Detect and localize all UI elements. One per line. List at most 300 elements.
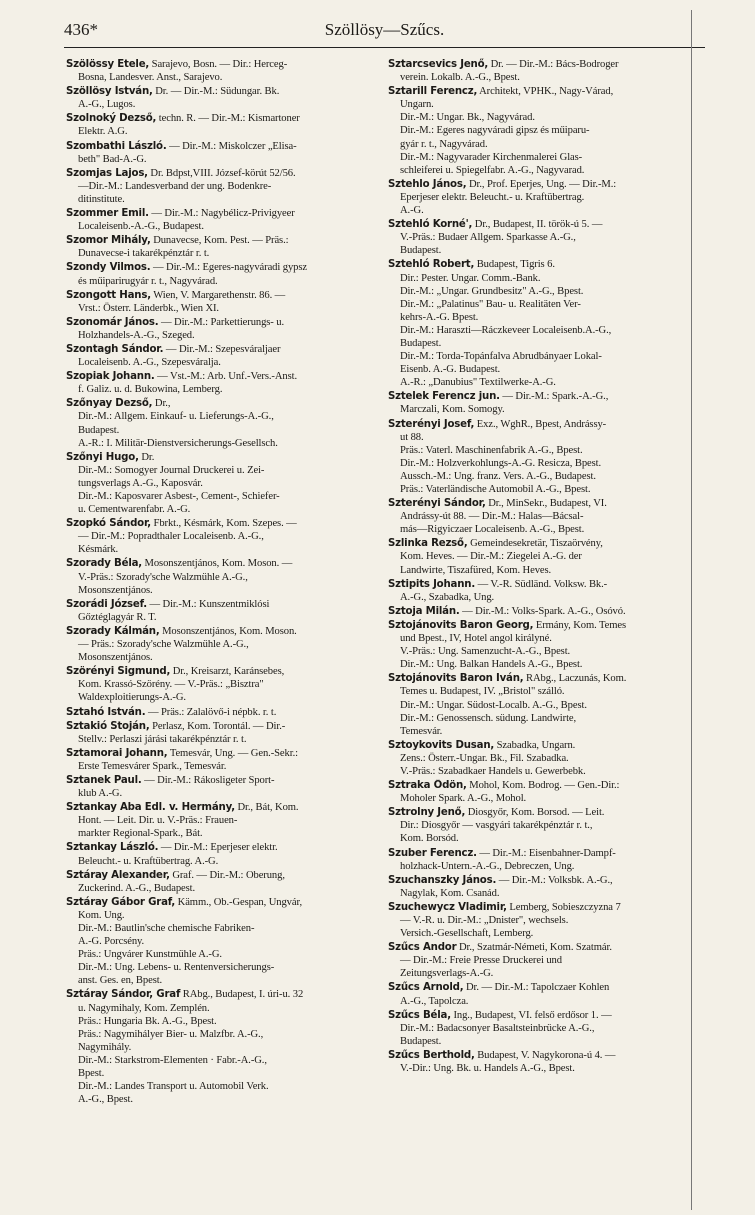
entry-continuation-line	[66, 193, 371, 206]
entry-continuation-line	[66, 961, 371, 974]
entry-text: Stellv.: Perlaszi járási takarékpénztár r. t.	[78, 733, 247, 745]
entry-continuation-line	[388, 164, 695, 177]
entry-first-line	[66, 140, 371, 153]
directory-entry	[66, 747, 371, 773]
entry-first-line	[66, 517, 371, 530]
entry-name: Sztraka Ödön,	[388, 780, 467, 792]
directory-entry	[388, 578, 695, 604]
directory-entry	[66, 234, 371, 260]
directory-entry	[388, 58, 695, 84]
entry-continuation-line	[66, 1015, 371, 1028]
directory-entry	[388, 178, 695, 217]
entry-first-line	[66, 774, 371, 787]
entry-first-line	[66, 869, 371, 882]
entry-continuation-line	[388, 887, 695, 900]
entry-first-line	[66, 58, 371, 71]
entry-name: Szorádi József.	[66, 598, 147, 610]
entry-text: Elektr. A.G.	[78, 126, 128, 138]
entry-text: klub A.-G.	[78, 788, 123, 800]
entry-text: Budapest.	[400, 1035, 442, 1047]
entry-name: Sztamorai Johann,	[66, 747, 168, 759]
entry-continuation-line	[388, 151, 695, 164]
directory-entry	[388, 85, 695, 177]
directory-entry	[388, 537, 695, 576]
entry-continuation-line	[388, 376, 695, 389]
entry-text: — Präs.: Szorady'sche Walzmühle A.-G.,	[78, 639, 249, 651]
directory-entry	[388, 218, 695, 257]
entry-first-line	[66, 747, 371, 760]
entry-text: Dr. Bdpst,VIII. József-körút 52/56.	[150, 167, 296, 179]
entry-text: Dir.-M.: Ungar. Bk., Nagyvárad.	[400, 112, 535, 124]
entry-name: Szterényi Josef,	[388, 418, 475, 430]
page-header	[64, 20, 705, 46]
entry-continuation-line	[66, 974, 371, 987]
entry-first-line	[388, 178, 695, 191]
entry-first-line	[388, 578, 695, 591]
directory-entry	[66, 706, 371, 719]
entry-text: Dir.-M.: Genossensch. südung. Landwirte,	[400, 712, 577, 724]
entry-text: Dir.-M.: Ungar. Südost-Localb. A.-G., Bpest.	[400, 699, 587, 711]
entry-continuation-line	[66, 180, 371, 193]
entry-text: Dr., Budapest, II. török-ú 5. —	[474, 219, 603, 231]
entry-text: u. Nagymihaly, Kom. Zemplén.	[78, 1002, 210, 1014]
directory-entry	[66, 316, 371, 342]
entry-text: Bpest.	[78, 1068, 105, 1080]
entry-first-line	[388, 941, 695, 954]
entry-name: Szontagh Sándor.	[66, 343, 164, 355]
entry-continuation-line	[66, 383, 371, 396]
page-number: 436*	[64, 20, 98, 39]
entry-name: Sztojánovits Baron Georg,	[388, 619, 534, 631]
entry-first-line	[388, 1009, 695, 1022]
entry-text: Késmárk.	[78, 544, 119, 556]
entry-text: Präs.: Vaterländische Automobil A.-G., Bpest.	[400, 484, 591, 495]
entry-continuation-line	[388, 510, 695, 523]
entry-first-line	[66, 988, 371, 1001]
entry-continuation-line	[388, 363, 695, 376]
entry-continuation-line	[66, 1067, 371, 1080]
entry-first-line	[66, 598, 371, 611]
entry-text: Gőztéglagyár R. T.	[78, 611, 157, 623]
entry-text: Nagylak, Kom. Csanád.	[400, 887, 500, 899]
directory-entry	[66, 85, 371, 111]
entry-name: Szongott Hans,	[66, 289, 151, 301]
entry-continuation-line	[66, 584, 371, 597]
directory-entry	[388, 672, 695, 737]
entry-continuation-line	[388, 431, 695, 444]
entry-text: Eperjeser elektr. Beleucht.- u. Kraftübertrag.	[400, 191, 585, 203]
directory-entry	[388, 605, 695, 618]
entry-continuation-line	[388, 832, 695, 845]
entry-name: Szűcs Andor	[388, 942, 457, 954]
directory-entry	[66, 774, 371, 800]
entry-text: A.-G.	[400, 205, 424, 217]
directory-entry	[388, 619, 695, 671]
entry-text: u. Cementwarenfabr. A.-G.	[78, 504, 191, 516]
entry-first-line	[388, 874, 695, 887]
entry-text: Dr., Prof. Eperjes, Ung. — Dir.-M.:	[468, 178, 617, 190]
entry-text: f. Galiz. u. d. Bukowina, Lemberg.	[78, 384, 223, 396]
entry-text: V.-Präs.: Szorady'sche Walzmühle A.-G.,	[78, 571, 248, 583]
entry-text: ditinstitute.	[78, 193, 125, 205]
entry-continuation-line	[66, 909, 371, 922]
entry-name: Szopkó Sándor,	[66, 518, 151, 530]
entry-text: Dr., Kreisarzt, Karánsebes,	[172, 666, 285, 678]
entry-continuation-line	[66, 691, 371, 704]
entry-text: Kom. Krassó-Szörény. — V.-Präs.: „Bisztra"	[78, 679, 264, 691]
entry-name: Sztakió Stoján,	[66, 720, 150, 732]
entry-name: Sztarcsevics Jenő,	[388, 59, 489, 70]
entry-text: Mosonszentjános.	[78, 584, 153, 596]
entry-continuation-line	[66, 1080, 371, 1093]
entry-name: Szondy Vilmos.	[66, 262, 151, 274]
directory-entry	[388, 847, 695, 873]
entry-text: V.-Präs.: Szabadkaer Handels u. Gewerbebk.	[400, 765, 586, 777]
page-title: Szöllösy—Szűcs.	[324, 20, 445, 39]
entry-text: Dir.-M.: Landes Transport u. Automobil Verk.	[78, 1081, 269, 1093]
entry-continuation-line	[66, 922, 371, 935]
entry-text: A.-R.: I. Militär-Dienstversicherungs-Gesellsch.	[78, 437, 278, 449]
entry-text: Dr., Bát, Kom.	[237, 802, 299, 814]
entry-continuation-line	[66, 329, 371, 342]
entry-continuation-line	[66, 638, 371, 651]
entry-text: Holzhandels-A.-G., Szeged.	[78, 329, 195, 341]
directory-entry	[66, 343, 371, 369]
directory-entry	[66, 58, 371, 84]
directory-entry	[388, 1049, 695, 1075]
entry-text: — Dir.-M.: Volks-Spark. A.-G., Osóvó.	[462, 605, 626, 617]
entry-first-line	[66, 706, 371, 719]
entry-name: Sztáray Gábor Graf,	[66, 896, 176, 908]
entry-first-line	[66, 801, 371, 814]
entry-name: Szomor Mihály,	[66, 235, 151, 247]
entry-text: Zuckerind. A.-G., Budapest.	[78, 882, 196, 894]
directory-entry	[388, 806, 695, 845]
entry-text: — V.-R. u. Dir.-M.: „Dnister", wechsels.	[400, 915, 569, 926]
entry-text: Eisenb. A.-G. Budapest.	[400, 364, 501, 376]
entry-text: — Präs.: Zalalövő-i népbk. r. t.	[147, 706, 277, 718]
entry-continuation-line	[388, 752, 695, 765]
entry-text: Dir.-M.: Nagyvarader Kirchenmalerei Glas-	[400, 151, 583, 163]
directory-entry	[388, 390, 695, 416]
entry-first-line	[388, 85, 695, 98]
entry-continuation-line	[388, 564, 695, 577]
entry-text: A.-G., Lugos.	[78, 99, 136, 111]
entry-text: Dunavecse, Kom. Pest. — Präs.:	[153, 235, 289, 247]
entry-text: V.-Präs.: Ung. Samenzucht-A.-G., Bpest.	[400, 646, 571, 658]
directory-entry	[66, 207, 371, 233]
entry-text: Moholer Spark. A.-G., Mohol.	[400, 793, 527, 805]
entry-text: Dr.	[141, 451, 155, 463]
entry-text: — Dir.-M.: Kunszentmiklósi	[149, 598, 270, 610]
directory-entry	[388, 739, 695, 778]
entry-name: Sztanek Paul.	[66, 774, 142, 786]
entry-continuation-line	[388, 403, 695, 416]
entry-text: Budapest.	[78, 424, 120, 436]
entry-text: Zens.: Österr.-Ungar. Bk., Fil. Szabadka.	[400, 752, 569, 764]
directory-entry	[388, 418, 695, 497]
entry-first-line	[66, 397, 371, 410]
entry-first-line	[66, 625, 371, 638]
entry-text: Dr. — Dir.-M.: Tapolczaer Kohlen	[465, 982, 610, 994]
entry-text: Erste Temesvárer Spark., Temesvár.	[78, 760, 227, 772]
entry-name: Szűcs Béla,	[388, 1009, 451, 1021]
entry-continuation-line	[66, 410, 371, 423]
entry-text: RAbg., Budapest, I. úri-u. 32	[182, 989, 304, 1001]
entry-first-line	[66, 234, 371, 247]
directory-entry	[388, 1009, 695, 1048]
entry-text: Sarajevo, Bosn. — Dir.: Herceg-	[151, 59, 288, 70]
entry-first-line	[388, 981, 695, 994]
entry-text: Dir.-M.: Starkstrom-Elementen · Fabr.-A.-G.,	[78, 1054, 267, 1066]
entry-continuation-line	[388, 444, 695, 457]
entry-text: Temesvár.	[400, 725, 443, 737]
entry-text: Dr.,	[154, 398, 171, 410]
entry-text: Dr. — Dir.-M.: Bács-Bodroger	[490, 59, 619, 70]
directory-entry	[388, 901, 695, 940]
entry-name: Sztahó István.	[66, 706, 146, 718]
entry-continuation-line	[388, 523, 695, 536]
entry-text: RAbg., Laczunás, Kom.	[526, 673, 627, 685]
entry-text: Andrássy-út 88. — Dir.-M.: Halas—Bácsal-	[400, 511, 584, 523]
entry-first-line	[388, 672, 695, 685]
entry-continuation-line	[66, 275, 371, 288]
entry-text: Dir.: Pester. Ungar. Comm.-Bank.	[400, 272, 541, 284]
entry-text: Waldexploitierungs-A.-G.	[78, 692, 186, 704]
entry-first-line	[66, 289, 371, 302]
entry-name: Szorady Béla,	[66, 558, 142, 570]
entry-first-line	[66, 370, 371, 383]
entry-name: Sztehló Korné',	[388, 219, 473, 231]
entry-text: beth" Bad-A.-G.	[78, 153, 147, 165]
entry-continuation-line	[66, 98, 371, 111]
entry-continuation-line	[388, 470, 695, 483]
entry-continuation-line	[388, 860, 695, 873]
entry-text: — Dir.-M.: Rákosligeter Sport-	[144, 774, 275, 786]
entry-text: und Bpest., IV, Hotel angol királyné.	[400, 633, 552, 645]
entry-text: Beleucht.- u. Kraftübertrag. A.-G.	[78, 855, 219, 867]
entry-name: Sztarill Ferencz,	[388, 86, 478, 98]
entry-continuation-line	[66, 530, 371, 543]
entry-text: Fbrkt., Késmárk, Kom. Szepes. —	[153, 518, 297, 530]
right-column	[388, 58, 695, 1198]
entry-continuation-line	[66, 543, 371, 556]
entry-text: Budapest, Tigris 6.	[476, 259, 555, 271]
entry-name: Sztankay László.	[66, 842, 159, 854]
entry-text: — V.-R. Südländ. Volksw. Bk.-	[477, 578, 608, 590]
entry-continuation-line	[66, 464, 371, 477]
entry-continuation-line	[66, 247, 371, 260]
entry-text: Dir.-M.: Bautlin'sche chemische Fabriken-	[78, 923, 255, 934]
entry-text: Exz., WghR., Bpest, Andrássy-	[476, 418, 607, 430]
entry-continuation-line	[66, 1054, 371, 1067]
entry-text: tungsverlags A.-G., Kaposvár.	[78, 477, 203, 489]
entry-continuation-line	[388, 244, 695, 257]
entry-name: Szűcs Arnold,	[388, 982, 464, 994]
entry-first-line	[388, 418, 695, 431]
entry-text: Hont. — Leit. Dir. u. V.-Präs.: Frauen-	[78, 815, 238, 827]
entry-continuation-line	[388, 1022, 695, 1035]
entry-text: Kom. Borsód.	[400, 833, 459, 845]
entry-text: Budapest.	[400, 337, 442, 349]
entry-text: Dir.: Diosgyőr — vasgyári takarékpénztár r. t.,	[400, 820, 593, 832]
entry-text: gyár r. t., Nagyvárad.	[400, 138, 488, 150]
entry-continuation-line	[66, 125, 371, 138]
entry-text: Präs.: Hungaria Bk. A.-G., Bpest.	[78, 1015, 217, 1027]
entry-continuation-line	[388, 954, 695, 967]
entry-first-line	[66, 557, 371, 570]
directory-entry	[66, 896, 371, 988]
entry-continuation-line	[388, 285, 695, 298]
directory-entry	[66, 261, 371, 287]
entry-text: Graf. — Dir.-M.: Oberung,	[172, 869, 285, 881]
entry-text: — Dir.-M.: Volksbk. A.-G.,	[498, 874, 613, 886]
entry-first-line	[66, 896, 371, 909]
entry-first-line	[66, 112, 371, 125]
entry-continuation-line	[66, 651, 371, 664]
entry-first-line	[66, 343, 371, 356]
entry-name: Szomjas Lajos,	[66, 167, 148, 179]
entry-text: Nagymihály.	[78, 1041, 132, 1053]
entry-name: Szterényi Sándor,	[388, 498, 486, 510]
entry-text: Dir.-M.: Haraszti—Ráczkeveer Localeisenb.A.-G.,	[400, 324, 612, 336]
directory-entry	[66, 801, 371, 840]
entry-first-line	[66, 720, 371, 733]
entry-text: — Dir.-M.: Spark.-A.-G.,	[502, 391, 609, 403]
directory-entry	[66, 598, 371, 624]
directory-entry	[66, 869, 371, 895]
entry-text: Diosgyőr, Kom. Borsod. — Leit.	[467, 807, 605, 819]
entry-text: — Dir.-M.: Eperjeser elektr.	[160, 842, 278, 854]
entry-continuation-line	[388, 337, 695, 350]
entry-continuation-line	[66, 220, 371, 233]
entry-continuation-line	[388, 967, 695, 980]
entry-continuation-line	[388, 632, 695, 645]
entry-continuation-line	[388, 658, 695, 671]
entry-first-line	[388, 58, 695, 71]
entry-continuation-line	[66, 678, 371, 691]
entry-continuation-line	[66, 948, 371, 961]
entry-name: Szőnyi Hugo,	[66, 451, 139, 463]
entry-text: Präs.: Vaterl. Maschinenfabrik A.-G., Bpest.	[400, 444, 583, 456]
entry-continuation-line	[388, 699, 695, 712]
directory-entry	[66, 625, 371, 664]
entry-text: Vrst.: Österr. Länderbk., Wien XI.	[78, 302, 219, 314]
entry-continuation-line	[388, 927, 695, 940]
entry-name: Szommer Emil.	[66, 208, 149, 220]
directory-entry	[66, 557, 371, 596]
entry-text: — Dir.-M.: Popradthaler Localeisenb. A.-G.,	[78, 531, 264, 543]
entry-text: Marczali, Kom. Somogy.	[400, 404, 505, 416]
entry-continuation-line	[388, 483, 695, 496]
entry-text: — Dir.-M.: Eisenbahner-Dampf-	[479, 847, 616, 859]
entry-name: Sztipits Johann.	[388, 578, 475, 590]
entry-text: Budapest, V. Nagykorona-ú 4. —	[477, 1049, 616, 1061]
entry-name: Szolnoký Dezső,	[66, 113, 157, 125]
entry-name: Sztoja Milán.	[388, 605, 460, 617]
entry-text: anst. Ges. en, Bpest.	[78, 975, 163, 987]
entry-first-line	[388, 390, 695, 403]
directory-entry	[66, 720, 371, 746]
entry-continuation-line	[66, 787, 371, 800]
entry-text: A.-G., Bpest.	[78, 1094, 133, 1106]
entry-continuation-line	[388, 124, 695, 137]
entry-text: Bosna, Landesver. Anst., Sarajevo.	[78, 72, 223, 84]
entry-text: Lemberg, Sobieszczyzna 7	[509, 901, 621, 913]
entry-continuation-line	[66, 814, 371, 827]
entry-first-line	[388, 537, 695, 550]
entry-text: Gemeindesekretär, Tiszaörvény,	[470, 538, 603, 550]
entry-first-line	[388, 1049, 695, 1062]
directory-entry	[66, 665, 371, 704]
entry-text: — Dir.-M.: Szepesváraljaer	[165, 343, 281, 355]
entry-continuation-line	[388, 685, 695, 698]
directory-entry	[66, 167, 371, 206]
entry-text: Dr. — Dir.-M.: Südungar. Bk.	[155, 86, 280, 98]
entry-text: A.-G. Porcsény.	[78, 936, 145, 948]
entry-continuation-line	[388, 914, 695, 927]
entry-text: Temesvár, Ung. — Gen.-Sekr.:	[169, 747, 298, 759]
entry-first-line	[66, 207, 371, 220]
entry-continuation-line	[388, 71, 695, 84]
entry-continuation-line	[388, 231, 695, 244]
entry-text: Aussch.-M.: Ung. franz. Vers. A.-G., Budapest.	[400, 470, 596, 482]
entry-continuation-line	[388, 645, 695, 658]
entry-continuation-line	[66, 71, 371, 84]
entry-continuation-line	[66, 490, 371, 503]
entry-continuation-line	[388, 457, 695, 470]
entry-text: Landwirte, Tiszafüred, Kom. Heves.	[400, 564, 552, 576]
entry-first-line	[388, 739, 695, 752]
entry-text: Präs.: Ungvárer Kunstmühle A.-G.	[78, 949, 222, 961]
entry-continuation-line	[66, 1041, 371, 1054]
entry-text: Zeitungsverlags-A.-G.	[400, 968, 494, 980]
entry-text: Präs.: Nagymihályer Bier- u. Malzfbr. A.-G.,	[78, 1028, 264, 1040]
entry-text: Mosonszentjános, Kom. Moson. —	[144, 558, 293, 570]
entry-name: Szopiak Johann.	[66, 371, 155, 383]
entry-text: Dir.-M.: Kaposvarer Asbest-, Cement-, Schiefer-	[78, 491, 280, 502]
entry-text: Kom. Ung.	[78, 909, 125, 921]
entry-continuation-line	[66, 1028, 371, 1041]
directory-entry	[66, 451, 371, 516]
entry-continuation-line	[388, 350, 695, 363]
entry-first-line	[66, 85, 371, 98]
entry-continuation-line	[388, 591, 695, 604]
directory-entry	[388, 258, 695, 389]
entry-first-line	[388, 779, 695, 792]
entry-text: Wien, V. Margarethenstr. 86. —	[153, 289, 286, 301]
entry-first-line	[66, 451, 371, 464]
entry-name: Szuchewycz Vladimir,	[388, 901, 507, 913]
entry-continuation-line	[388, 191, 695, 204]
entry-name: Sztankay Aba Edl. v. Hermány,	[66, 802, 235, 814]
entry-continuation-line	[66, 855, 371, 868]
entry-text: Kom. Heves. — Dir.-M.: Ziegelei A.-G. der	[400, 551, 582, 563]
entry-first-line	[66, 261, 371, 274]
entry-text: A.-G., Tapolcza.	[400, 995, 469, 1007]
entry-text: — Vst.-M.: Arb. Unf.-Vers.-Anst.	[157, 371, 298, 383]
entry-name: Sztehlo János,	[388, 178, 467, 190]
entry-name: Szűcs Berthold,	[388, 1049, 475, 1061]
entry-continuation-line	[388, 995, 695, 1008]
entry-text: Dr., MinSekr., Budapest, VI.	[488, 498, 607, 510]
entry-text: Dir.-M.: Egeres nagyváradi gipsz és műiparu-	[400, 125, 590, 137]
directory-entry	[66, 140, 371, 166]
entry-text: —Dir.-M.: Landesverband der ung. Bodenkre-	[78, 180, 272, 192]
entry-name: Sztelek Ferencz jun.	[388, 391, 500, 403]
entry-continuation-line	[66, 1002, 371, 1015]
entry-continuation-line	[66, 477, 371, 490]
